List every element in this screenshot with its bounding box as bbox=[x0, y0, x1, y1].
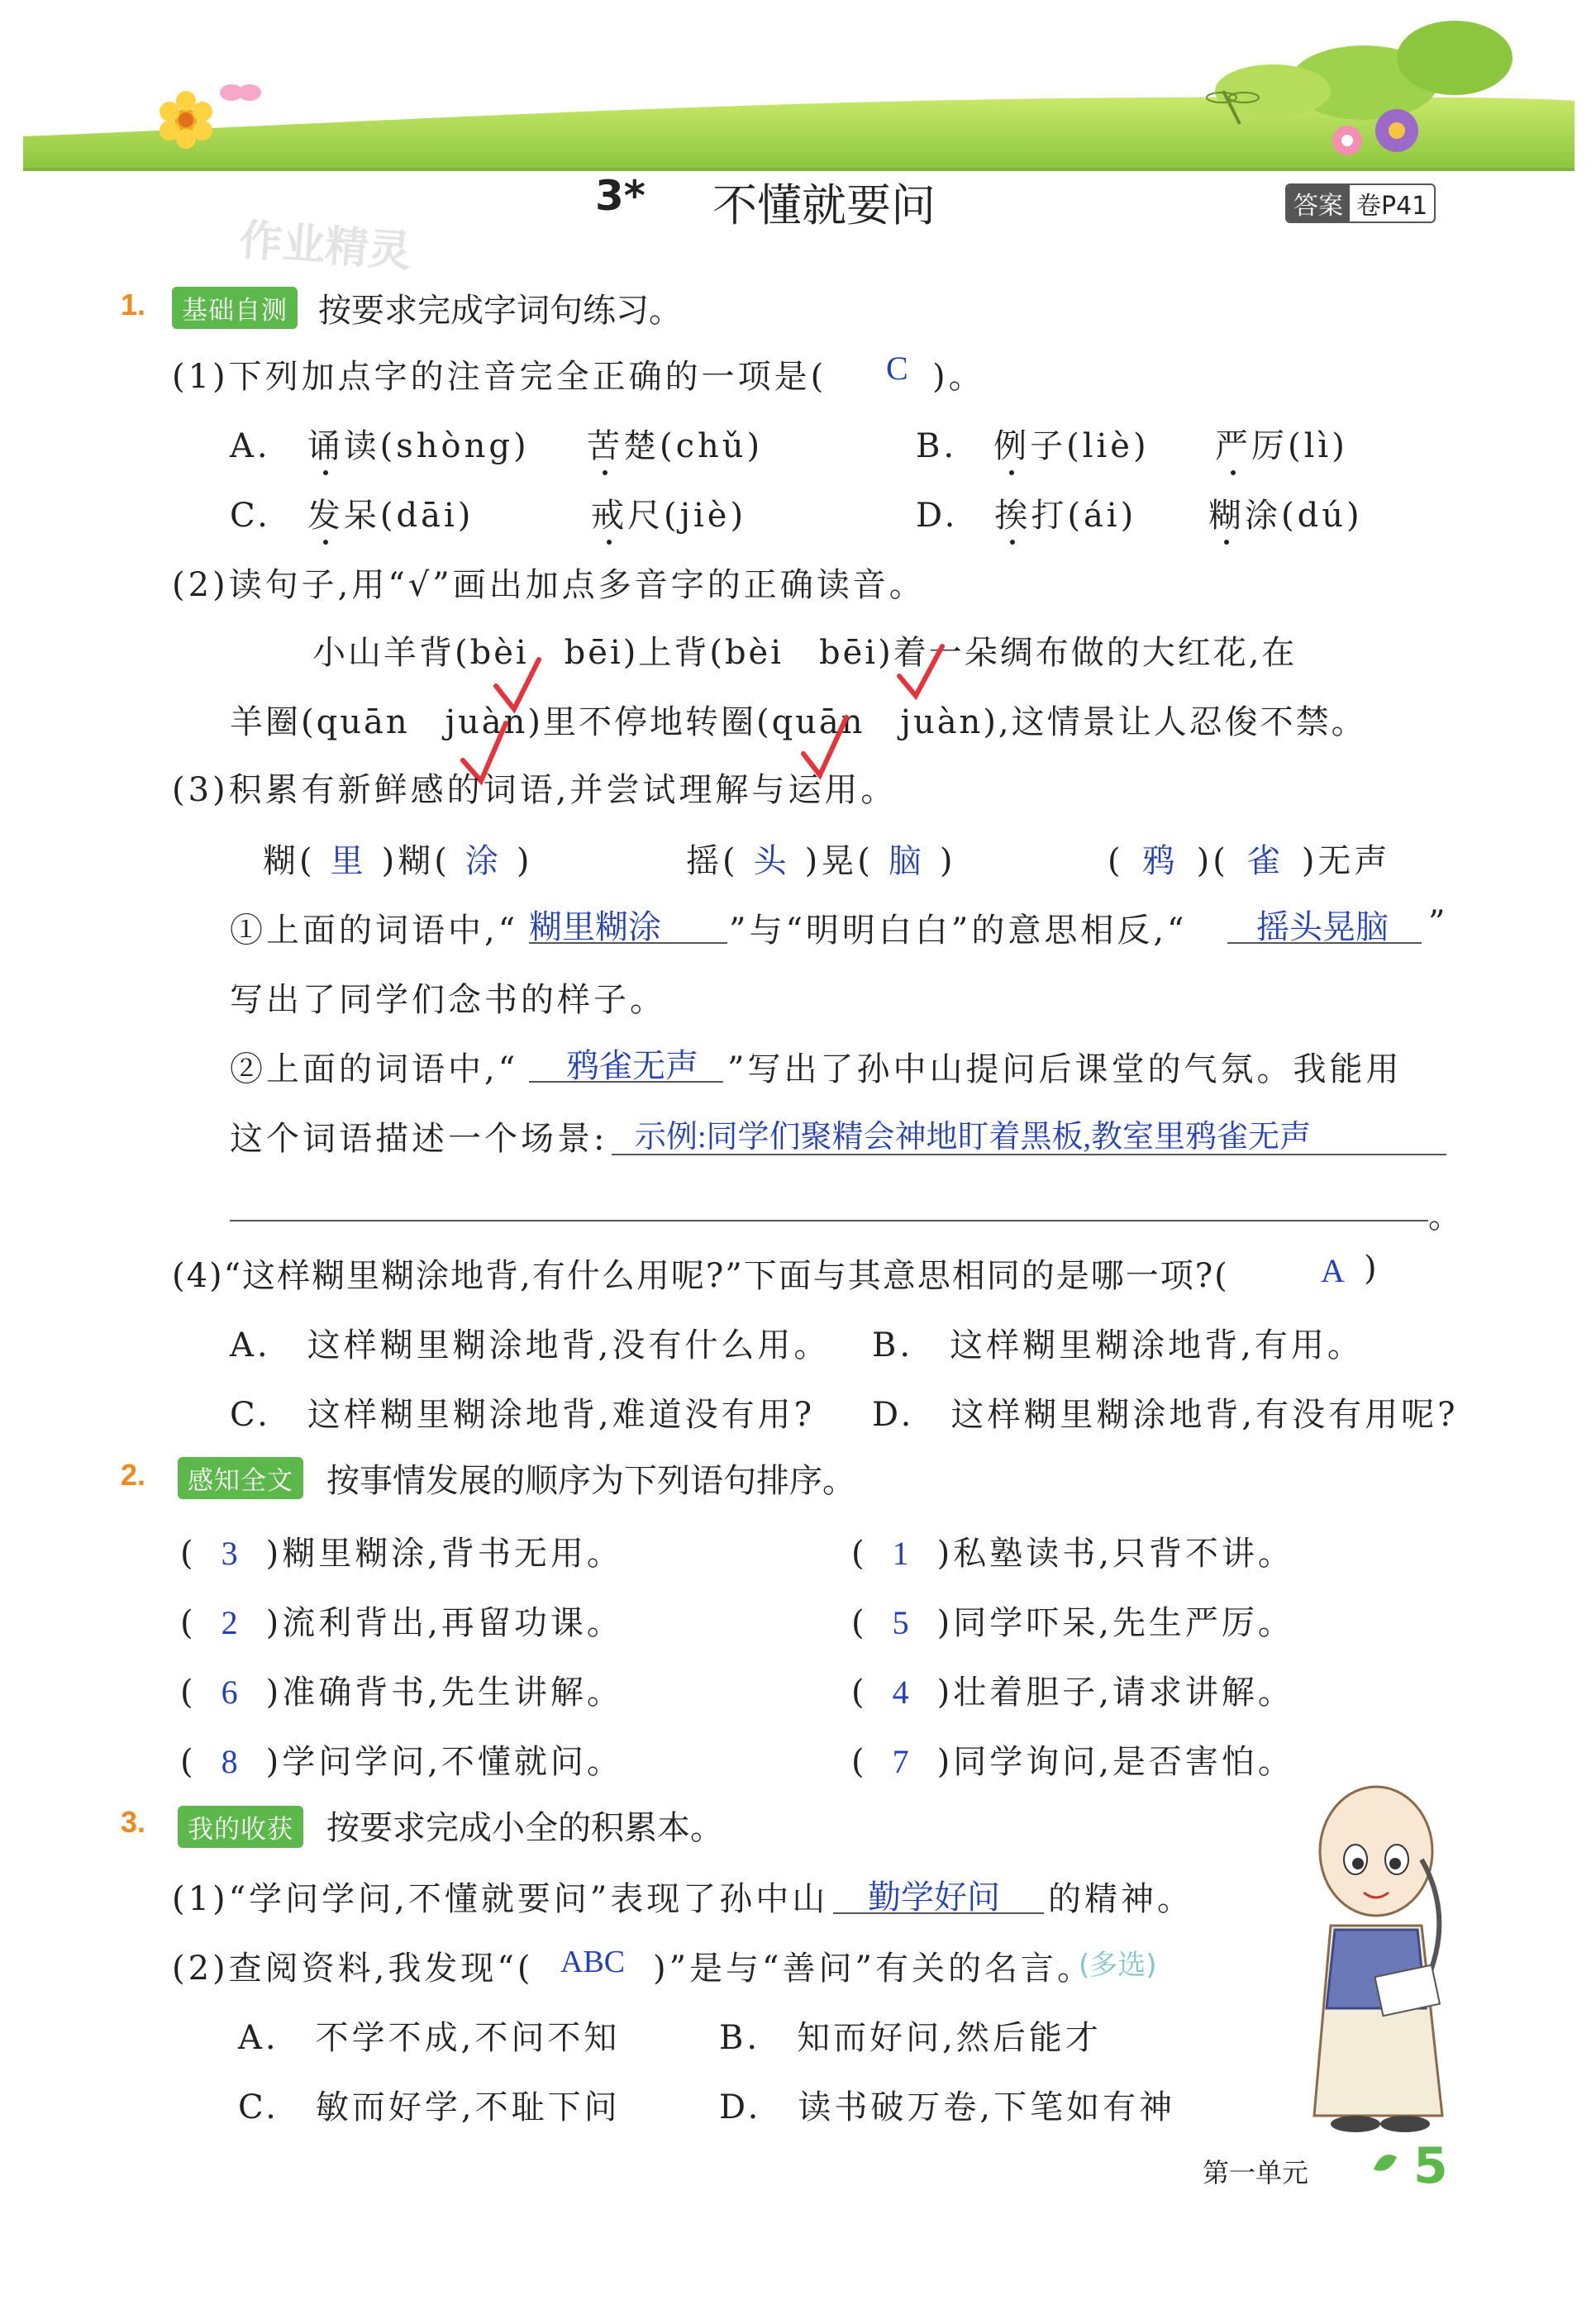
q3-option-d: D. 读书破万卷,下笔如有神 bbox=[719, 2088, 1176, 2126]
page-number: 5 bbox=[1413, 2137, 1448, 2195]
q1-p3-s1-end: ” bbox=[1428, 904, 1449, 942]
answer-tag: 答案 bbox=[1287, 185, 1350, 221]
q1-badge: 基础自测 bbox=[172, 287, 298, 329]
order-item: ( 1 )私塾读书,只背不讲。 bbox=[851, 1535, 1294, 1573]
q1-option-c: C. 发呆(dāi) bbox=[230, 489, 474, 536]
lesson-title: 不懂就要问 bbox=[712, 179, 936, 231]
order-item: ( 3 )糊里糊涂,背书无用。 bbox=[180, 1535, 623, 1573]
word-blank-2: 摇( 头 )晃( 脑 ) bbox=[686, 842, 956, 880]
q1-option-d: D. 挨打(ái) bbox=[916, 489, 1136, 536]
q1-number: 1. bbox=[121, 288, 146, 321]
q1-option-b: B. 例子(liè) bbox=[916, 420, 1150, 467]
word-blank-3: ( 鸦 )( 雀 )无声 bbox=[1108, 842, 1391, 880]
q1-p3-s1-answer2[interactable]: 摇头晃脑 bbox=[1256, 908, 1389, 945]
q1-p4-option-c: C. 这样糊里糊涂地背,难道没有用? bbox=[230, 1396, 816, 1434]
answer-underline bbox=[230, 1220, 1428, 1221]
order-item: ( 6 )准确背书,先生讲解。 bbox=[180, 1674, 623, 1712]
q1-p4-answer[interactable]: A bbox=[1321, 1252, 1345, 1289]
q3-option-c: C. 敏而好学,不耻下问 bbox=[238, 2088, 621, 2126]
q1-p4-close: ) bbox=[1364, 1250, 1380, 1288]
q1-p1-stem: (1)下列加点字的注音完全正确的一项是( bbox=[172, 358, 827, 396]
q1-p3-s1-middle: ”与“明明白白”的意思相反,“ bbox=[729, 912, 1188, 950]
footer-unit: 第一单元 bbox=[1203, 2157, 1309, 2188]
q1-p4-option-d: D. 这样糊里糊涂地背,有没有用呢? bbox=[872, 1396, 1459, 1434]
q1-p3-s2-prefix: ②上面的词语中,“ bbox=[230, 1050, 519, 1088]
order-item: ( 5 )同学吓呆,先生严厉。 bbox=[851, 1604, 1294, 1642]
q1-p3-stem: (3)积累有新鲜感的词语,并尝试理解与运用。 bbox=[172, 771, 898, 809]
q2-number: 2. bbox=[121, 1458, 146, 1492]
q3-option-b: B. 知而好问,然后能才 bbox=[719, 2019, 1102, 2057]
order-item: ( 7 )同学询问,是否害怕。 bbox=[851, 1743, 1294, 1781]
answer-underline bbox=[833, 1912, 1044, 1914]
q3-option-a: A. 不学不成,不问不知 bbox=[238, 2019, 621, 2057]
lesson-number: 3* bbox=[595, 172, 646, 220]
q1-p4-option-b: B. 这样糊里糊涂地背,有用。 bbox=[872, 1326, 1364, 1364]
q3-number: 3. bbox=[121, 1805, 146, 1839]
q1-p1-answer[interactable]: C bbox=[886, 350, 908, 387]
q3-p2-prefix: (2)查阅资料,我发现“( bbox=[172, 1950, 534, 1988]
q1-p2-stem: (2)读句子,用“√”画出加点多音字的正确读音。 bbox=[172, 566, 926, 604]
q3-p1-prefix: (1)“学问学问,不懂就要问”表现了孙中山 bbox=[172, 1880, 829, 1918]
q1-p4-stem: (4)“这样糊里糊涂地背,有什么用呢?”下面与其意思相同的是哪一项?( bbox=[172, 1257, 1229, 1295]
q3-p1-answer[interactable]: 勤学好问 bbox=[868, 1879, 1000, 1916]
answer-underline bbox=[529, 1081, 723, 1083]
q2-badge: 感知全文 bbox=[178, 1457, 303, 1499]
q3-p2-answer[interactable]: ABC bbox=[560, 1945, 626, 1979]
q1-p3-s1-answer1[interactable]: 糊里糊涂 bbox=[529, 908, 661, 945]
q1-option-d-word2: 糊涂(dú) bbox=[1208, 489, 1363, 536]
q1-p3-s2-line2: 这个词语描述一个场景: bbox=[230, 1120, 608, 1158]
order-item: ( 8 )学问学问,不懂就问。 bbox=[180, 1743, 623, 1781]
word-blank-1: 糊( 里 )糊( 涂 ) bbox=[263, 842, 533, 880]
q3-p2-note: (多选) bbox=[1079, 1949, 1157, 1982]
q1-p3-s2-end: ”写出了孙中山提问后课堂的气氛。我能用 bbox=[727, 1050, 1403, 1088]
q3-badge: 我的收获 bbox=[178, 1806, 303, 1848]
q1-option-b-word2: 严厉(lì) bbox=[1215, 420, 1348, 467]
q1-p3-s2-answer[interactable]: 鸦雀无声 bbox=[566, 1047, 698, 1084]
answer-underline bbox=[1227, 942, 1422, 944]
q3-instruction: 按要求完成小全的积累本。 bbox=[326, 1809, 723, 1847]
q3-p2-end: )”是与“善问”有关的名言。 bbox=[653, 1950, 1093, 1988]
answer-underline bbox=[612, 1154, 1446, 1155]
watermark: 作业精灵 bbox=[237, 215, 413, 278]
q3-p1-end: 的精神。 bbox=[1048, 1880, 1193, 1918]
q1-instruction: 按要求完成字词句练习。 bbox=[318, 292, 682, 330]
answer-underline bbox=[529, 942, 727, 944]
q1-p3-s1-prefix: ①上面的词语中,“ bbox=[230, 912, 519, 950]
order-item: ( 2 )流利背出,再留功课。 bbox=[180, 1604, 623, 1642]
q1-option-a: A. 诵读(shòng) bbox=[230, 420, 530, 467]
q1-p1-close: )。 bbox=[932, 358, 985, 396]
q1-option-c-word2: 戒尺(jiè) bbox=[591, 489, 746, 536]
q1-option-a-word2: 苦楚(chǔ) bbox=[587, 420, 763, 467]
answer-page: 卷P41 bbox=[1356, 192, 1428, 221]
butterfly-icon bbox=[220, 84, 261, 101]
q2-instruction: 按事情发展的顺序为下列语句排序。 bbox=[326, 1462, 855, 1500]
q1-p3-period: 。 bbox=[1428, 1198, 1465, 1236]
q1-p2-sentence-line2: 羊圈(quān juàn)里不停地转圈(quān juàn),这情景让人忍俊不禁。 bbox=[230, 703, 1367, 741]
flower-icon bbox=[160, 91, 212, 149]
q1-p3-s1-line2: 写出了同学们念书的样子。 bbox=[230, 981, 666, 1019]
answer-reference[interactable] bbox=[1285, 183, 1436, 223]
q1-p4-option-a: A. 这样糊里糊涂地背,没有什么用。 bbox=[230, 1326, 831, 1364]
q1-p2-sentence-line1: 小山羊背(bèi bēi)上背(bèi bēi)着一朵绸布做的大红花,在 bbox=[312, 634, 1298, 672]
order-item: ( 4 )壮着胆子,请求讲解。 bbox=[851, 1674, 1294, 1712]
q1-p3-s2-example[interactable]: 示例:同学们聚精会神地盯着黑板,教室里鸦雀无声 bbox=[635, 1120, 1312, 1155]
